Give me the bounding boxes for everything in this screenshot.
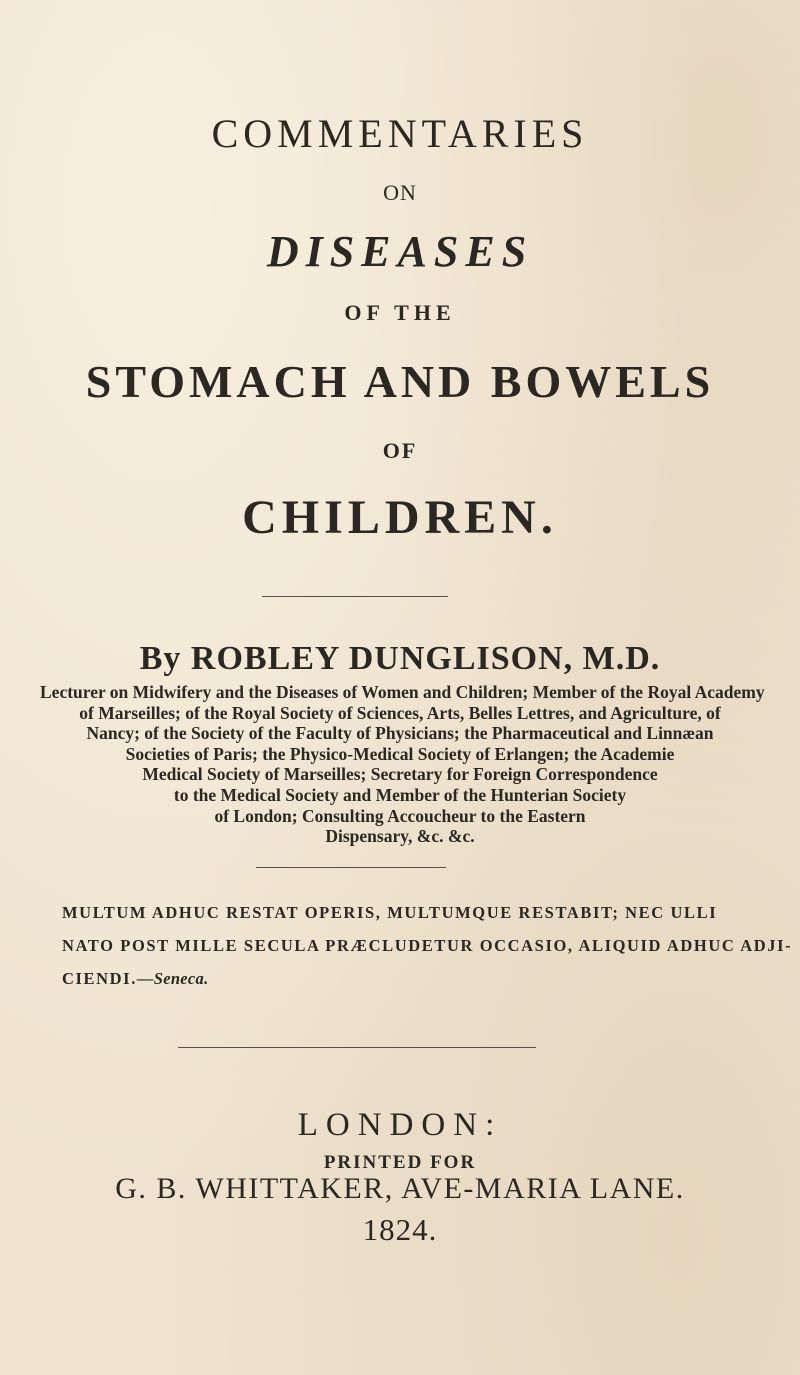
title-line-stomach-and-bowels: STOMACH AND BOWELS (85, 356, 715, 407)
credentials-line: of Marseilles; of the Royal Society of Sciences, Arts, Belles Lettres, and Agriculture, of (79, 702, 721, 723)
credentials-line: Societies of Paris; the Physico-Medical Society of Erlangen; the Academie (125, 743, 675, 764)
imprint-publisher: G. B. WHITTAKER, AVE-MARIA LANE. (115, 1172, 685, 1205)
title-line-on: ON (383, 180, 417, 205)
imprint-printed-for: PRINTED FOR (323, 1152, 477, 1173)
epigraph-line-last (62, 962, 752, 995)
divider-rule-1 (262, 596, 448, 597)
author-credentials (40, 682, 765, 847)
credentials-line: to the Medical Society and Member of the Hunterian Society (173, 784, 627, 805)
title-line-diseases: DISEASES (266, 227, 534, 276)
author-name: ROBLEY DUNGLISON, M.D. (190, 640, 661, 677)
author-by: By (139, 640, 182, 677)
credentials-line: Lecturer on Midwifery and the Diseases of Women and Children; Member of the Royal Academy (40, 682, 765, 702)
epigraph-line: MULTUM ADHUC RESTAT OPERIS, MULTUMQUE RESTABIT; NEC ULLI (62, 903, 718, 922)
epigraph-line: NATO POST MILLE SECULA PRÆCLUDETUR OCCASIO, ALIQUID ADHUC ADJI- (62, 936, 793, 955)
credentials-line: Dispensary, &c. &c. (325, 826, 475, 847)
epigraph-text: CIENDI. (62, 969, 137, 988)
credentials-line: of London; Consulting Accoucheur to the Eastern (214, 805, 586, 826)
title-line-commentaries: COMMENTARIES (211, 111, 589, 156)
divider-rule-3 (178, 1047, 536, 1048)
title-line-children: CHILDREN. (242, 491, 558, 544)
credentials-line: Nancy; of the Society of the Faculty of Physicians; the Pharmaceutical and Linnæan (86, 723, 714, 744)
epigraph-source: —Seneca. (136, 969, 209, 988)
author-line (0, 640, 800, 678)
title-line-of-the: OF THE (344, 300, 456, 325)
title-line-of: OF (382, 438, 418, 463)
divider-rule-2 (256, 867, 446, 868)
epigraph (62, 896, 793, 995)
imprint-city: LONDON: (297, 1107, 503, 1143)
imprint-year: 1824. (362, 1212, 438, 1247)
credentials-line: Medical Society of Marseilles; Secretary for Foreign Correspondence (142, 764, 658, 785)
